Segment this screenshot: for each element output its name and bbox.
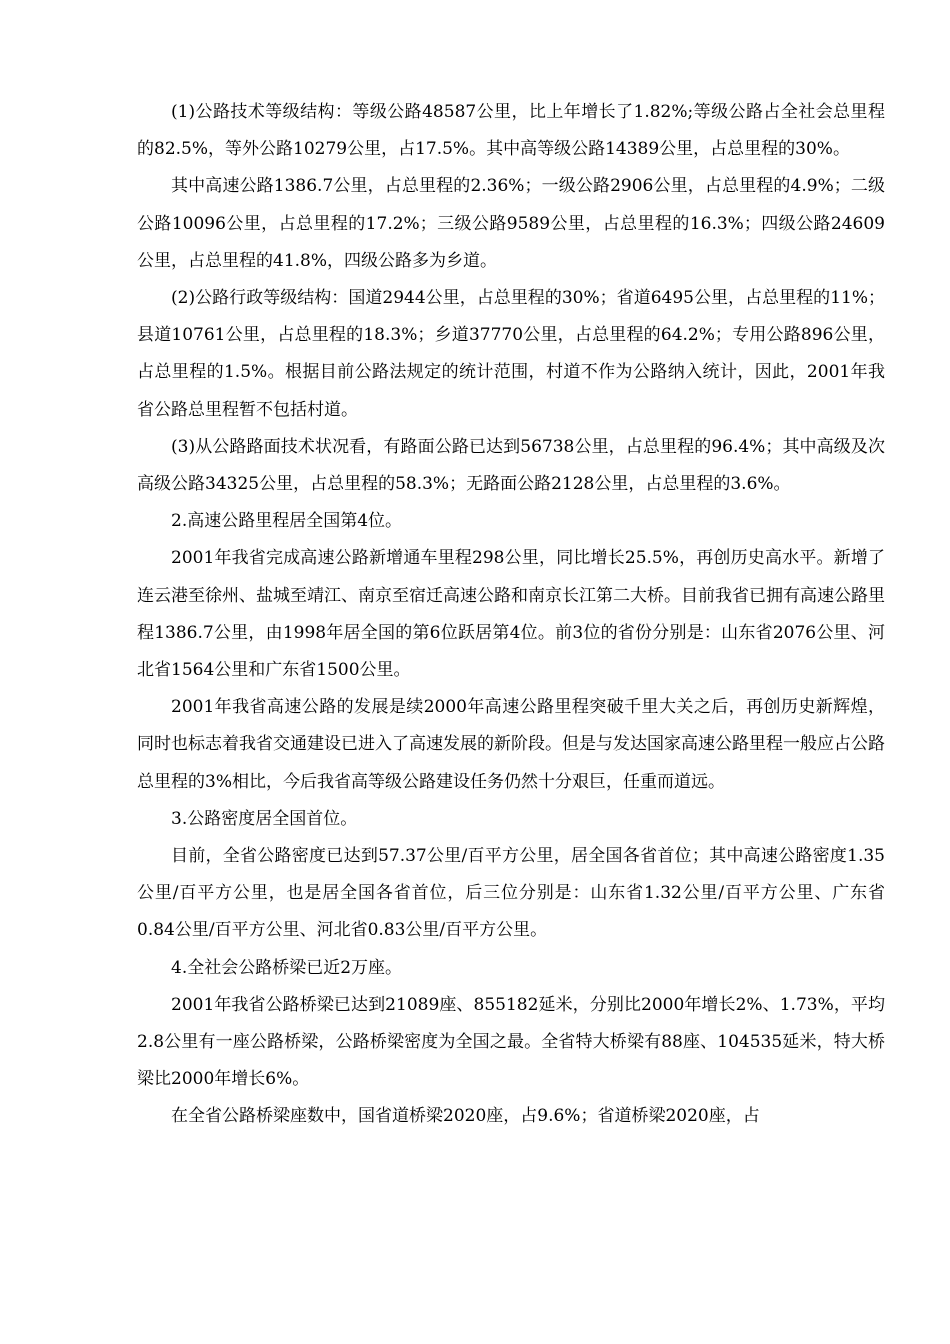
section-heading-bridges: 4.全社会公路桥梁已近2万座。 <box>171 957 403 978</box>
paragraph-administrative-grade: (2)公路行政等级结构：国道2944公里，占总里程的30%；省道6495公里，占总里程的11%；县道10761公里，占总里程的18.3%；乡道37770公里，占总里程的64.2%；专用公路896公里，占总里程的1.5%。根据目前公路法规定的统计范围，村道不作为公路纳入统计，因此，2001年我省公路总里程暂不包括村道。 <box>137 288 885 420</box>
paragraph-expressway-2001: 2001年我省完成高速公路新增通车里程298公里，同比增长25.5%，再创历史高水平。新增了连云港至徐州、盐城至靖江、南京至宿迁高速公路和南京长江第二大桥。目前我省已拥有高速公路里程1386.7公里，由1998年居全国的第6位跃居第4位。前3位的省份分别是：山东省2076公里、河北省1564公里和广东省1500公里。 <box>137 548 885 681</box>
paragraph-expressway-development: 2001年我省高速公路的发展是续2000年高速公路里程突破千里大关之后，再创历史新辉煌，同时也标志着我省交通建设已进入了高速发展的新阶段。但是与发达国家高速公路里程一般应占公路总里程的3%相比，今后我省高等级公路建设任务仍然十分艰巨，任重而道远。 <box>137 697 885 792</box>
document-body <box>137 94 885 1136</box>
paragraph-pavement-status: (3)从公路路面技术状况看，有路面公路已达到56738公里，占总里程的96.4%；其中高级及次高级公路34325公里，占总里程的58.3%；无路面公路2128公里，占总里程的3.6%。 <box>137 436 885 495</box>
paragraph-technical-grade: (1)公路技术等级结构：等级公路48587公里，比上年增长了1.82%;等级公路占全社会总里程的82.5%，等外公路10279公里，占17.5%。其中高等级公路14389公里，占总里程的30%。 <box>137 102 885 160</box>
paragraph-expressway-grades: 其中高速公路1386.7公里，占总里程的2.36%；一级公路2906公里，占总里程的4.9%；二级公路10096公里，占总里程的17.2%；三级公路9589公里，占总里程的16.3%；四级公路24609公里，占总里程的41.8%，四级公路多为乡道。 <box>137 176 885 271</box>
section-heading-expressway-rank: 2.高速公路里程居全国第4位。 <box>171 511 403 532</box>
paragraph-road-density: 目前，全省公路密度已达到57.37公里/百平方公里，居全国各省首位；其中高速公路密度1.35公里/百平方公里，也是居全国各省首位，后三位分别是：山东省1.32公里/百平方公里、广东省0.84公里/百平方公里、河北省0.83公里/百平方公里。 <box>137 846 885 941</box>
paragraph-bridge-distribution: 在全省公路桥梁座数中，国省道桥梁2020座，占9.6%；省道桥梁2020座，占 <box>171 1106 760 1127</box>
section-heading-road-density: 3.公路密度居全国首位。 <box>171 808 358 829</box>
paragraph-bridges-2001: 2001年我省公路桥梁已达到21089座、855182延米，分别比2000年增长2%、1.73%，平均2.8公里有一座公路桥梁，公路桥梁密度为全国之最。全省特大桥梁有88座、104535延米，特大桥梁比2000年增长6%。 <box>137 994 885 1090</box>
